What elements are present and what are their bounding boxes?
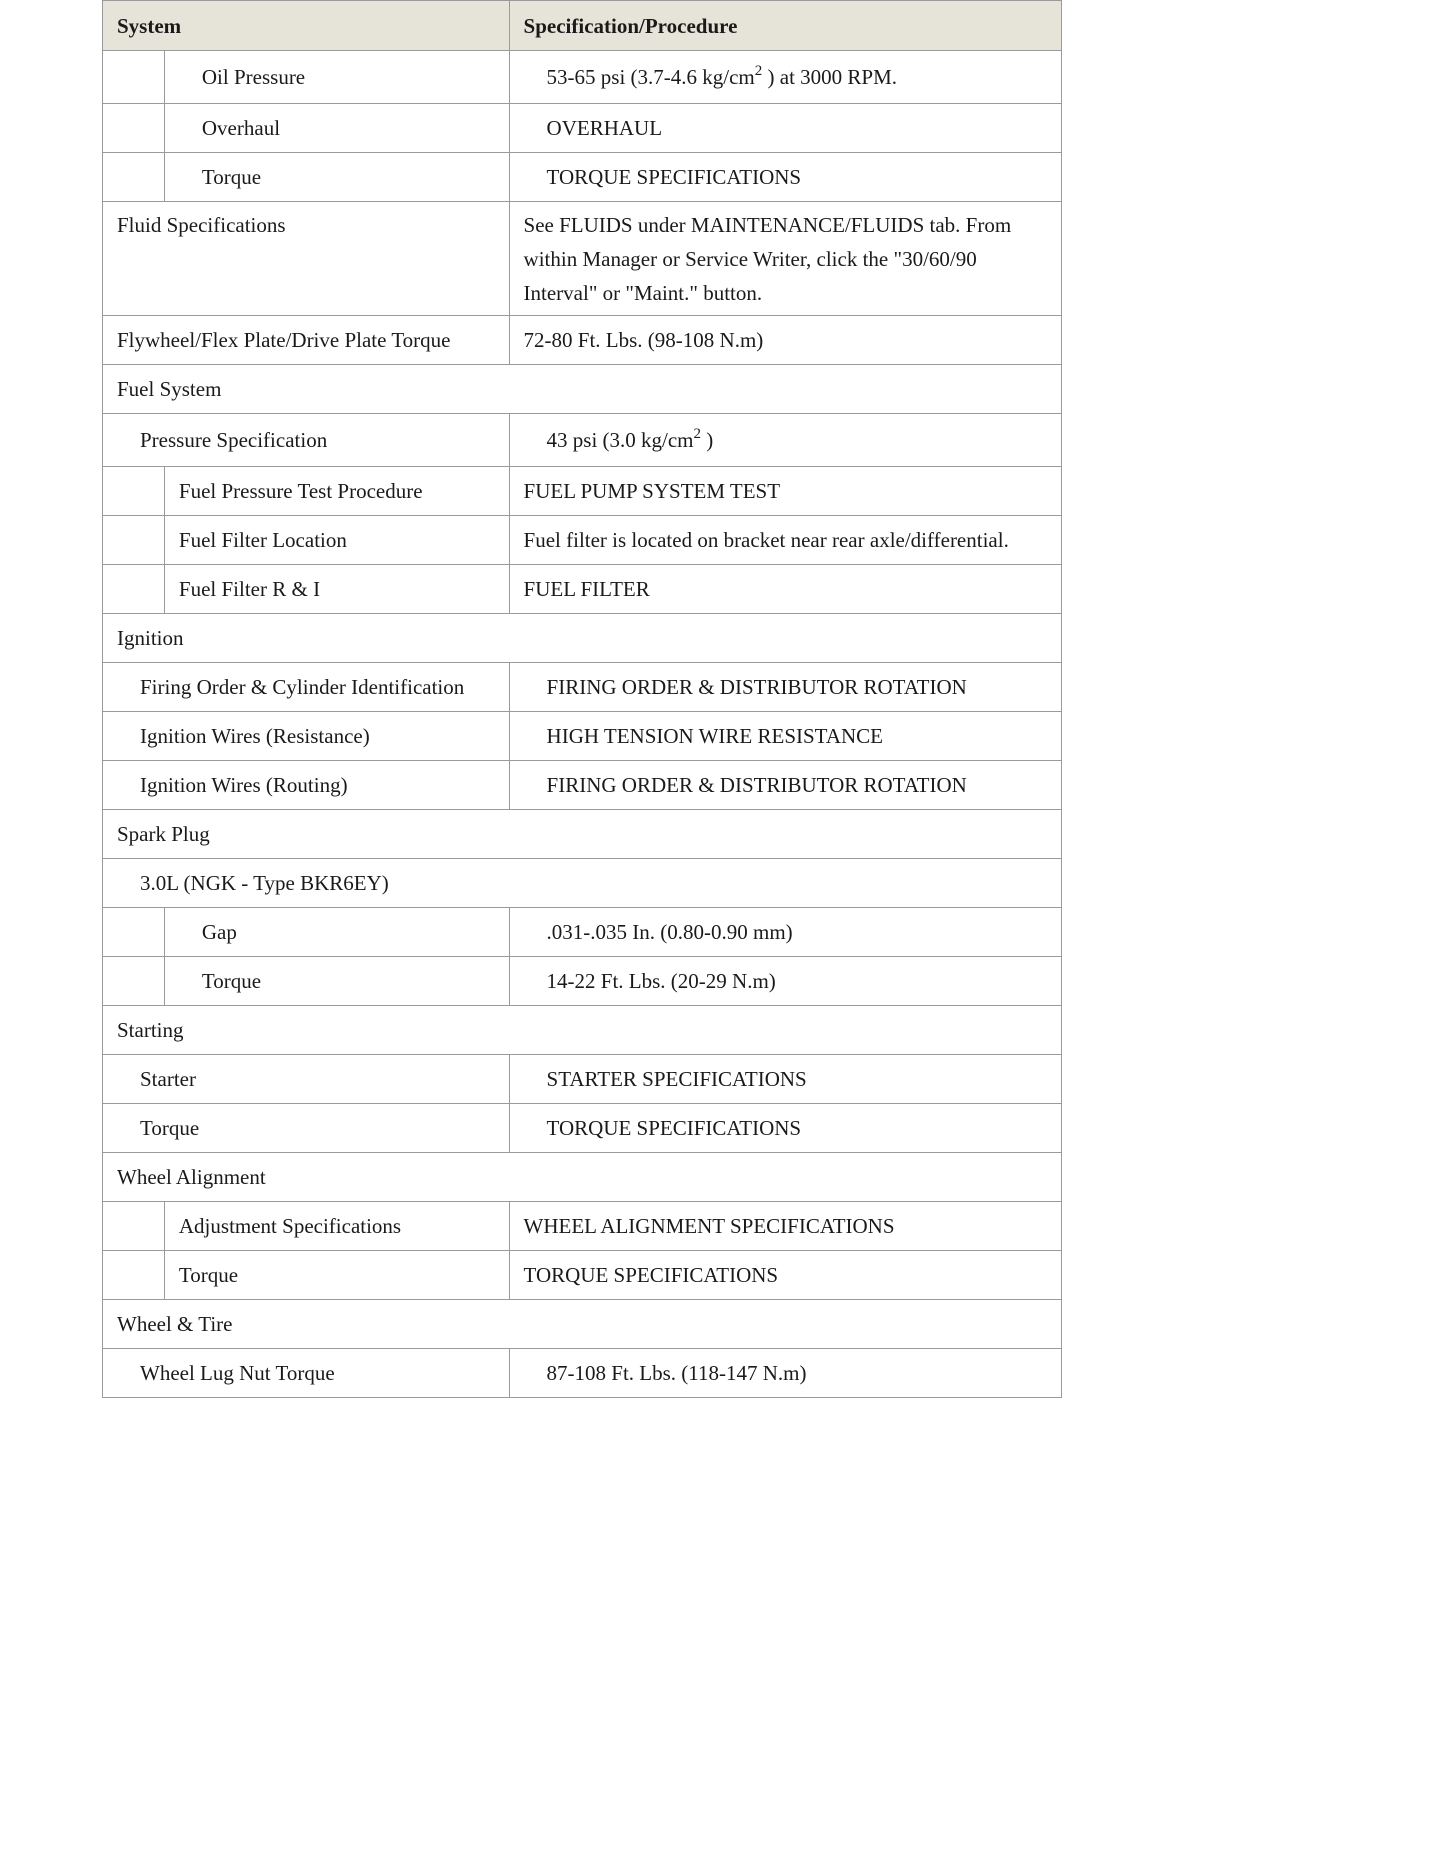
row-label: Fuel Filter Location xyxy=(164,516,509,565)
row-label: Gap xyxy=(164,908,509,957)
row-label: Firing Order & Cylinder Identification xyxy=(103,663,510,712)
indent-cell xyxy=(103,153,165,202)
indent-cell xyxy=(103,957,165,1006)
row-label: Overhaul xyxy=(164,104,509,153)
table-row xyxy=(103,1104,1062,1153)
subsection-row xyxy=(103,859,1062,908)
section-label: Fuel System xyxy=(103,365,1062,414)
row-spec-link[interactable]: FUEL FILTER xyxy=(509,565,1061,614)
row-label: Oil Pressure xyxy=(164,51,509,104)
spec-text: ) at 3000 RPM. xyxy=(762,65,898,89)
row-label: Torque xyxy=(103,1104,510,1153)
spec-text: 53-65 psi (3.7-4.6 kg/cm xyxy=(546,65,755,89)
row-spec-link[interactable]: TORQUE SPECIFICATIONS xyxy=(509,153,1061,202)
row-label: Adjustment Specifications xyxy=(164,1202,509,1251)
section-row xyxy=(103,1006,1062,1055)
table-row xyxy=(103,467,1062,516)
indent-cell xyxy=(103,51,165,104)
row-label: Torque xyxy=(164,957,509,1006)
table-row xyxy=(103,957,1062,1006)
indent-cell xyxy=(103,516,165,565)
header-system: System xyxy=(103,1,510,51)
section-row xyxy=(103,614,1062,663)
indent-cell xyxy=(103,1251,165,1300)
table-header-row xyxy=(103,1,1062,51)
subsection-label: 3.0L (NGK - Type BKR6EY) xyxy=(103,859,1062,908)
section-row xyxy=(103,365,1062,414)
table-row xyxy=(103,104,1062,153)
row-spec-link[interactable]: STARTER SPECIFICATIONS xyxy=(509,1055,1061,1104)
section-label: Spark Plug xyxy=(103,810,1062,859)
row-spec-link[interactable]: TORQUE SPECIFICATIONS xyxy=(509,1104,1061,1153)
row-spec: .031-.035 In. (0.80-0.90 mm) xyxy=(509,908,1061,957)
row-spec xyxy=(509,414,1061,467)
superscript: 2 xyxy=(693,426,702,442)
superscript: 2 xyxy=(754,63,763,79)
table-row xyxy=(103,51,1062,104)
row-spec: Fuel filter is located on bracket near rear axle/differential. xyxy=(509,516,1061,565)
table-row xyxy=(103,1202,1062,1251)
row-label: Pressure Specification xyxy=(103,414,510,467)
table-row xyxy=(103,414,1062,467)
row-spec: 87-108 Ft. Lbs. (118-147 N.m) xyxy=(509,1349,1061,1398)
row-spec-link[interactable]: WHEEL ALIGNMENT SPECIFICATIONS xyxy=(509,1202,1061,1251)
table-row xyxy=(103,316,1062,365)
spec-text: ) xyxy=(701,428,714,452)
spec-text: 43 psi (3.0 kg/cm xyxy=(546,428,694,452)
row-label: Ignition Wires (Routing) xyxy=(103,761,510,810)
row-label: Torque xyxy=(164,1251,509,1300)
row-spec xyxy=(509,51,1061,104)
section-label: Wheel Alignment xyxy=(103,1153,1062,1202)
section-label: Wheel & Tire xyxy=(103,1300,1062,1349)
row-label: Starter xyxy=(103,1055,510,1104)
table-row xyxy=(103,153,1062,202)
indent-cell xyxy=(103,104,165,153)
row-spec: 72-80 Ft. Lbs. (98-108 N.m) xyxy=(509,316,1061,365)
indent-cell xyxy=(103,908,165,957)
row-spec-link[interactable]: FIRING ORDER & DISTRIBUTOR ROTATION xyxy=(509,663,1061,712)
table-row xyxy=(103,1055,1062,1104)
row-spec: See FLUIDS under MAINTENANCE/FLUIDS tab. From within Manager or Service Writer, click the "30/60/90 Interval" or "Maint." button. xyxy=(509,202,1061,316)
section-label: Starting xyxy=(103,1006,1062,1055)
section-row xyxy=(103,1300,1062,1349)
table-row xyxy=(103,565,1062,614)
row-spec-link[interactable]: OVERHAUL xyxy=(509,104,1061,153)
row-spec-link[interactable]: FUEL PUMP SYSTEM TEST xyxy=(509,467,1061,516)
row-label: Flywheel/Flex Plate/Drive Plate Torque xyxy=(103,316,510,365)
indent-cell xyxy=(103,467,165,516)
row-spec: 14-22 Ft. Lbs. (20-29 N.m) xyxy=(509,957,1061,1006)
table-row xyxy=(103,712,1062,761)
row-label: Ignition Wires (Resistance) xyxy=(103,712,510,761)
header-spec: Specification/Procedure xyxy=(509,1,1061,51)
row-label: Fluid Specifications xyxy=(103,202,510,316)
indent-cell xyxy=(103,565,165,614)
table-row xyxy=(103,1251,1062,1300)
table-row xyxy=(103,202,1062,316)
row-label: Torque xyxy=(164,153,509,202)
table-row xyxy=(103,663,1062,712)
row-spec-link[interactable]: TORQUE SPECIFICATIONS xyxy=(509,1251,1061,1300)
section-row xyxy=(103,1153,1062,1202)
table-row xyxy=(103,1349,1062,1398)
table-row xyxy=(103,908,1062,957)
indent-cell xyxy=(103,1202,165,1251)
table-row xyxy=(103,516,1062,565)
row-label: Fuel Pressure Test Procedure xyxy=(164,467,509,516)
row-label: Fuel Filter R & I xyxy=(164,565,509,614)
row-spec-link[interactable]: FIRING ORDER & DISTRIBUTOR ROTATION xyxy=(509,761,1061,810)
row-label: Wheel Lug Nut Torque xyxy=(103,1349,510,1398)
section-label: Ignition xyxy=(103,614,1062,663)
section-row xyxy=(103,810,1062,859)
specification-table xyxy=(102,0,1062,1398)
table-row xyxy=(103,761,1062,810)
row-spec-link[interactable]: HIGH TENSION WIRE RESISTANCE xyxy=(509,712,1061,761)
